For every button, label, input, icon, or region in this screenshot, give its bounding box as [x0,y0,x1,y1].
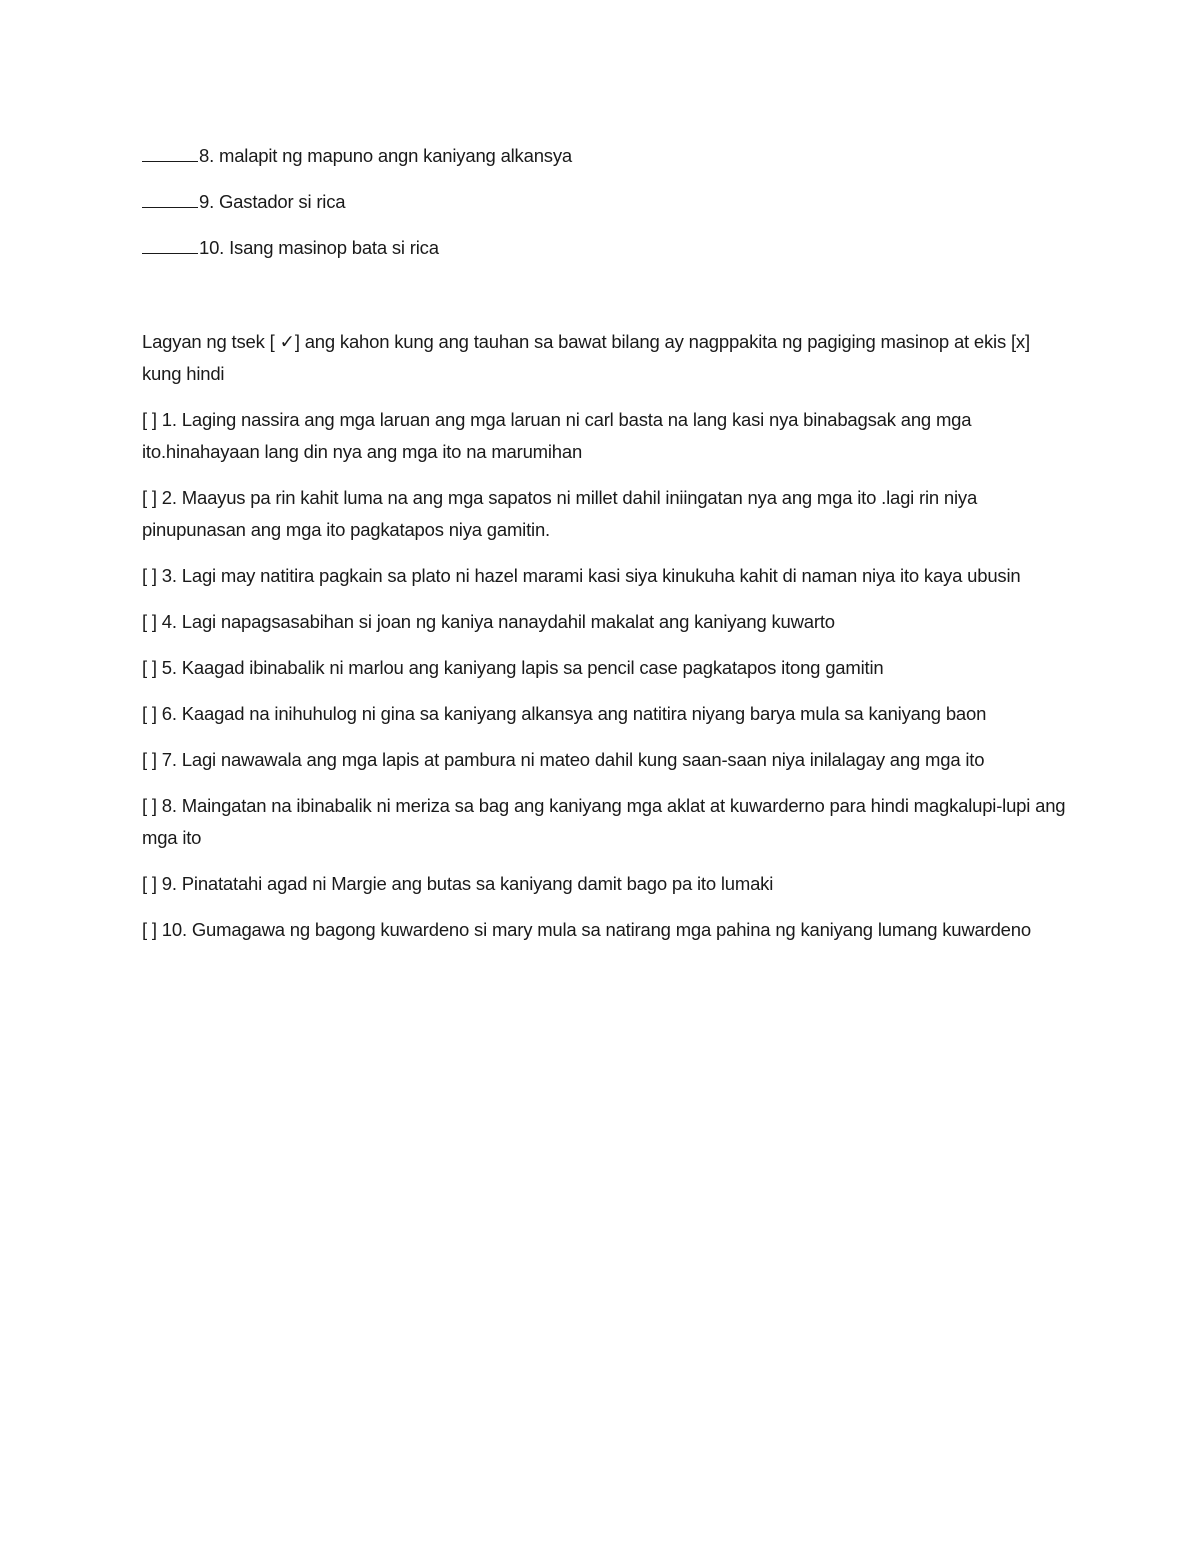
item-number: 10. [161,919,187,940]
check-item-8 [142,790,1072,854]
check-item-7 [142,744,1072,776]
item-text: Kaagad ibinabalik ni marlou ang kaniyang lapis sa pencil case pagkatapos itong gamitin [181,657,884,678]
item-text: Lagi may natitira pagkain sa plato ni hazel marami kasi siya kinukuha kahit di naman niya ito kaya ubusin [181,565,1021,586]
document-content [142,140,1072,960]
item-number: 2. [161,487,177,508]
check-item-10 [142,914,1072,946]
check-mark-icon: ✓ [279,331,295,352]
check-box[interactable]: [ ] [142,657,157,678]
blank-item-8 [142,140,1072,172]
item-number: 7. [161,749,177,770]
item-number: 4. [161,611,177,632]
check-box[interactable]: [ ] [142,795,157,816]
check-box[interactable]: [ ] [142,873,157,894]
item-text: Gumagawa ng bagong kuwardeno si mary mula sa natirang mga pahina ng kaniyang lumang kuwardeno [191,919,1031,940]
answer-blank [142,233,198,254]
check-box[interactable]: [ ] [142,611,157,632]
item-text: Lagi nawawala ang mga lapis at pambura ni mateo dahil kung saan-saan niya inilalagay ang mga ito [181,749,985,770]
instruction-after-check: ] ang kahon kung ang tauhan sa bawat bilang ay nagppakita ng pagiging masinop at ekis [x] kung hindi [142,331,1030,384]
blank-number: 10. [199,237,225,258]
check-item-9 [142,868,1072,900]
item-number: 6. [161,703,177,724]
item-text: Maayus pa rin kahit luma na ang mga sapatos ni millet dahil iniingatan nya ang mga ito .lagi rin niya pinupunasan ang mga ito pagkatapos niya gamitin. [142,487,978,540]
item-number: 8. [161,795,177,816]
check-item-3 [142,560,1072,592]
check-box[interactable]: [ ] [142,919,157,940]
item-text: Kaagad na inihuhulog ni gina sa kaniyang alkansya ang natitira niyang barya mula sa kaniyang baon [181,703,987,724]
check-item-5 [142,652,1072,684]
check-item-4 [142,606,1072,638]
item-text: Pinatatahi agad ni Margie ang butas sa kaniyang damit bago pa ito lumaki [181,873,774,894]
check-item-1 [142,404,1072,468]
check-item-2 [142,482,1072,546]
item-text: Laging nassira ang mga laruan ang mga laruan ni carl basta na lang kasi nya binabagsak ang mga ito.hinahayaan lang din nya ang mga ito na marumihan [142,409,972,462]
check-item-6 [142,698,1072,730]
item-number: 3. [161,565,177,586]
answer-blank [142,141,198,162]
item-number: 1. [161,409,177,430]
instruction-paragraph [142,326,1072,390]
check-box[interactable]: [ ] [142,703,157,724]
blank-item-10 [142,232,1072,264]
section-spacer [142,278,1072,326]
item-text: Maingatan na ibinabalik ni meriza sa bag ang kaniyang mga aklat at kuwarderno para hindi magkalupi-lupi ang mga ito [142,795,1066,848]
check-box[interactable]: [ ] [142,487,157,508]
blank-text: Isang masinop bata si rica [229,237,439,258]
blank-number: 9. [199,191,215,212]
item-number: 5. [161,657,177,678]
check-box[interactable]: [ ] [142,749,157,770]
blank-text: malapit ng mapuno angn kaniyang alkansya [218,145,572,166]
blank-text: Gastador si rica [218,191,346,212]
item-text: Lagi napagsasabihan si joan ng kaniya nanaydahil makalat ang kaniyang kuwarto [181,611,835,632]
blank-item-9 [142,186,1072,218]
item-number: 9. [161,873,177,894]
blank-number: 8. [199,145,215,166]
check-box[interactable]: [ ] [142,409,157,430]
instruction-before-check: Lagyan ng tsek [ [142,331,280,352]
answer-blank [142,187,198,208]
check-box[interactable]: [ ] [142,565,157,586]
